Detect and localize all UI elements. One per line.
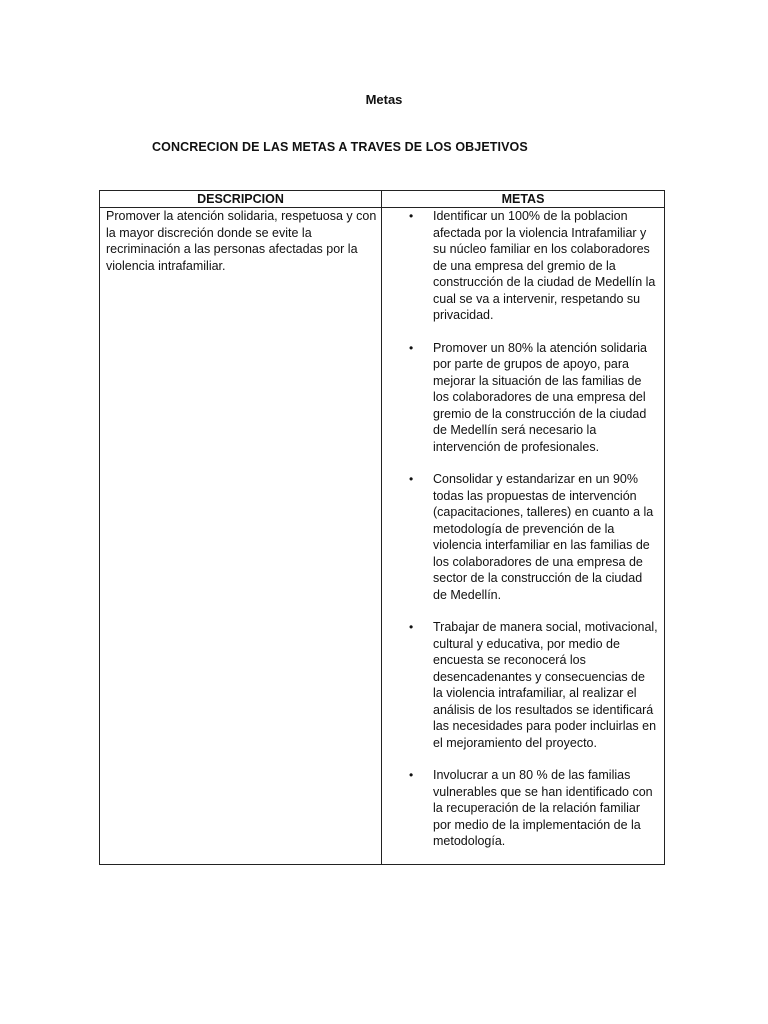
goals-table — [99, 190, 665, 865]
section-subtitle: CONCRECION DE LAS METAS A TRAVES DE LOS OBJETIVOS — [152, 140, 528, 154]
page-title: Metas — [365, 92, 403, 107]
meta-text: Consolidar y estandarizar en un 90% todas las propuestas de intervención (capacitaciones, talleres) en cuanto a la metodología de prevención de la violencia interfamiliar en las familias de los colaboradores de una empresa de sector de la construcción de la ciudad de Medellín. — [433, 472, 654, 602]
header-description: DESCRIPCION — [100, 191, 382, 208]
bullet-icon: • — [409, 209, 414, 223]
bullet-icon: • — [409, 340, 414, 355]
metas-cell — [382, 208, 665, 865]
list-item — [382, 208, 658, 324]
list-item — [382, 340, 658, 456]
meta-text: Identificar un 100% de la poblacion afectada por la violencia Intrafamiliar y su núcleo familiar en los colaboradores de una empresa del gremio de la construcción de la ciudad de Medellín la cual se va a intervenir, respetando su privacidad. — [433, 209, 656, 322]
bullet-icon: • — [409, 620, 414, 634]
metas-list — [382, 208, 658, 850]
list-item — [382, 767, 658, 850]
header-metas: METAS — [382, 191, 665, 208]
bullet-icon: • — [409, 768, 414, 782]
description-cell: Promover la atención solidaria, respetuosa y con la mayor discreción donde se evite la recriminación a las personas afectadas por la violencia intrafamiliar. — [100, 208, 382, 865]
meta-text: Involucrar a un 80 % de las familias vulnerables que se han identificado con la recuperación de la relación familiar por medio de la implementación de la metodología. — [433, 768, 653, 848]
meta-text: Promover un 80% la atención solidaria por parte de grupos de apoyo, para mejorar la situación de las familias de los colaboradores de una empresa del gremio de la construcción de la ciudad de Medellín será necesario la intervención de profesionales. — [433, 340, 648, 454]
list-item — [382, 619, 658, 751]
table-row — [100, 208, 665, 865]
table-header-row — [100, 191, 665, 208]
list-item — [382, 471, 658, 603]
bullet-icon: • — [409, 472, 414, 486]
meta-text: Trabajar de manera social, motivacional, cultural y educativa, por medio de encuesta se reconocerá los desencadenantes y consecuencias de la violencia intrafamiliar, al realizar el análisis de los resultados se identificará las necesidades para poder incluirlas en el mejoramiento del proyecto. — [433, 620, 658, 750]
